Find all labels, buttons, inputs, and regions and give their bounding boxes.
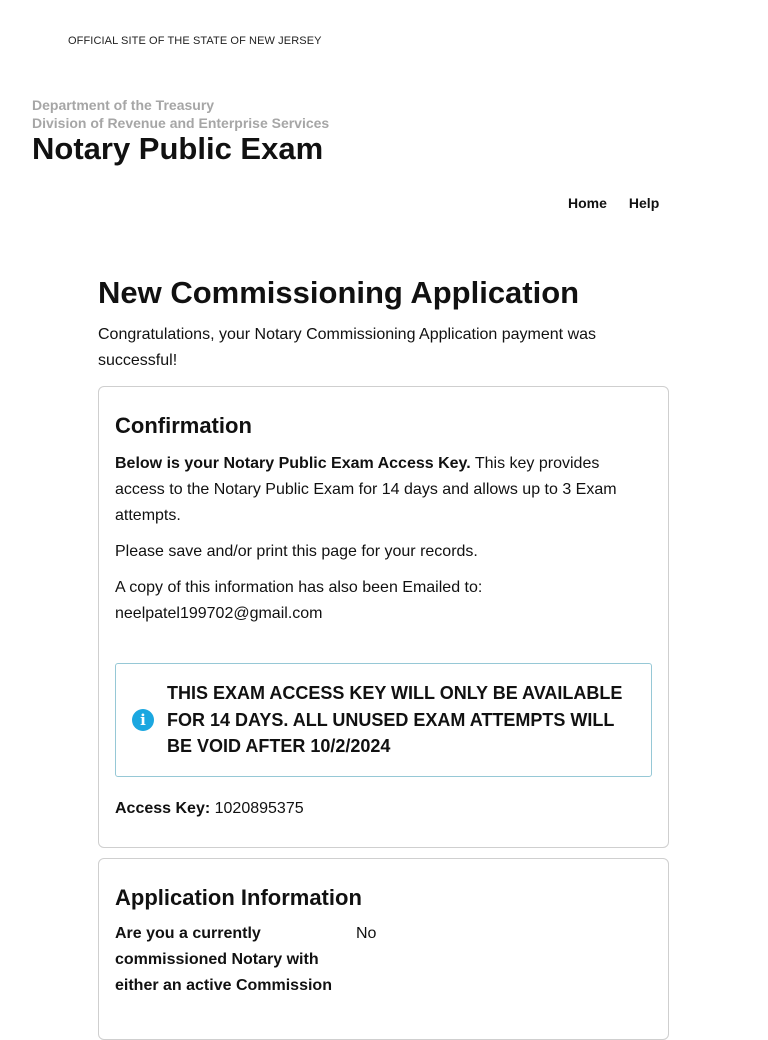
commissioned-notary-question: Are you a currently commissioned Notary with either an active Commission xyxy=(115,924,332,994)
access-key-intro-bold: Below is your Notary Public Exam Access Key. xyxy=(115,455,471,472)
confirmation-title: Confirmation xyxy=(115,413,252,438)
main-nav xyxy=(568,195,659,211)
application-info-title: Application Information xyxy=(115,884,362,910)
expiry-alert-text: THIS EXAM ACCESS KEY WILL ONLY BE AVAILABLE FOR 14 DAYS. ALL UNUSED EXAM ATTEMPTS WILL BE VOID AFTER 10/2/2024 xyxy=(167,683,623,756)
agency-header xyxy=(32,96,329,132)
nav-help-link[interactable]: Help xyxy=(628,195,660,211)
payment-success-message: Congratulations, your Notary Commissioning Application payment was successful! xyxy=(98,326,597,369)
official-site-banner: OFFICIAL SITE OF THE STATE OF NEW JERSEY xyxy=(68,35,322,47)
main-content xyxy=(98,274,669,1040)
site-title[interactable]: Notary Public Exam xyxy=(32,131,324,166)
confirmation-card xyxy=(98,386,669,848)
page-title: New Commissioning Application xyxy=(98,275,580,310)
department-name: Department of the Treasury xyxy=(32,97,215,113)
info-icon: i xyxy=(132,709,154,731)
access-key-row xyxy=(115,797,652,821)
commissioned-notary-answer: No xyxy=(356,924,377,942)
email-note-block xyxy=(115,575,652,627)
access-key-label: Access Key: xyxy=(115,799,211,817)
division-name: Division of Revenue and Enterprise Services xyxy=(32,115,330,131)
access-key-intro-text: This key provides access to the Notary Public Exam for 14 days and allows up to 3 Exam attempts. xyxy=(115,455,617,524)
access-key-intro xyxy=(115,451,652,529)
nav-home-link[interactable]: Home xyxy=(568,195,607,211)
email-address: neelpatel199702@gmail.com xyxy=(115,605,323,622)
email-note: A copy of this information has also been Emailed to: xyxy=(115,579,483,596)
expiry-alert xyxy=(115,663,652,777)
save-note: Please save and/or print this page for your records. xyxy=(115,543,478,560)
access-key-value: 1020895375 xyxy=(214,799,304,817)
info-row xyxy=(115,921,652,999)
application-info-card xyxy=(98,858,669,1040)
